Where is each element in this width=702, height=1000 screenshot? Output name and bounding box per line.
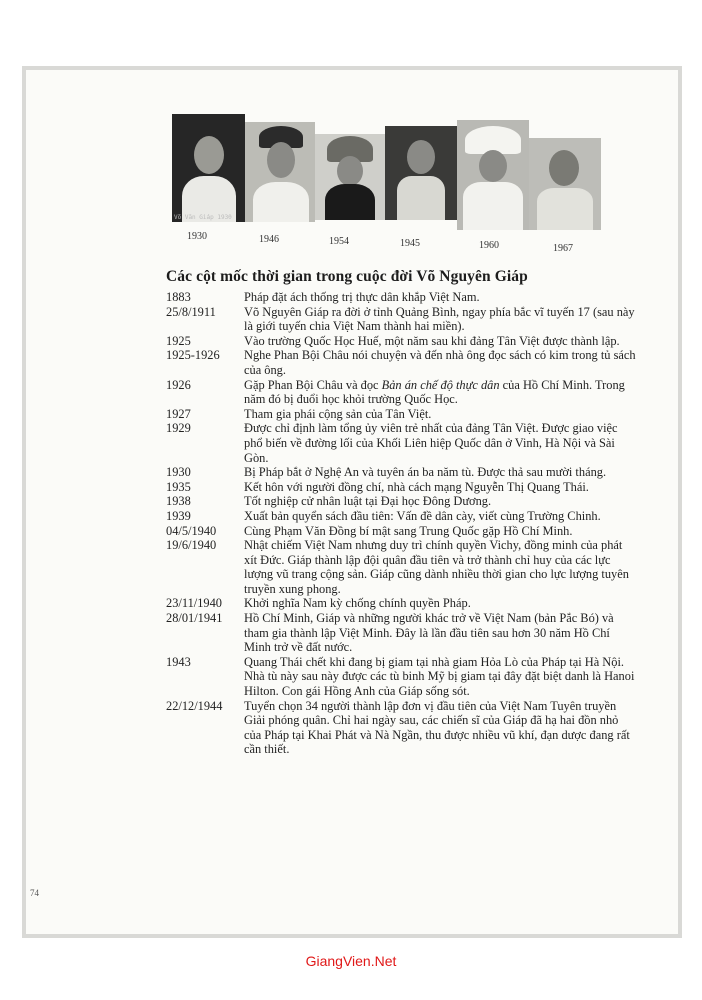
- entry-text: Bị Pháp bắt ở Nghệ An và tuyên án ba năm tù. Được thả sau mười tháng.: [244, 465, 607, 480]
- entry-date: 23/11/1940: [166, 596, 222, 611]
- entry-text: Tốt nghiệp cử nhân luật tại Đại học Đông Dương.: [244, 494, 492, 509]
- entry-date: 1883: [166, 290, 191, 304]
- entry-date: 1927: [166, 406, 191, 421]
- book-page: [26, 70, 678, 934]
- timeline-entry: [166, 465, 636, 480]
- portrait-photo-1945: [385, 126, 457, 220]
- entry-date: 04/5/1940: [166, 523, 217, 538]
- timeline-entry: [166, 509, 636, 524]
- timeline-entry: [166, 421, 636, 465]
- timeline-entry: [166, 334, 636, 349]
- timeline-entry: [166, 524, 636, 539]
- entry-date: 1929: [166, 421, 191, 436]
- entry-text: Vào trường Quốc Học Huế, một năm sau khi đảng Tân Việt được thành lập.: [244, 333, 620, 348]
- entry-text: Võ Nguyên Giáp ra đời ở tỉnh Quảng Bình, ngay phía bắc vĩ tuyến 17 (sau này là giới tuyến chia Việt Nam thành hai miền).: [244, 304, 635, 334]
- timeline-list: [166, 290, 636, 757]
- portrait-photo-1946: [245, 122, 315, 222]
- photo-year: 1930: [187, 231, 207, 242]
- page-title: Các cột mốc thời gian trong cuộc đời Võ Nguyên Giáp: [166, 268, 528, 285]
- photo-stamp: Võ Văn Giáp 1930: [174, 214, 232, 221]
- timeline-entry: [166, 407, 636, 422]
- entry-date: 22/12/1944: [166, 698, 223, 713]
- timeline-entry: [166, 348, 636, 377]
- entry-date: 1943: [166, 654, 191, 669]
- timeline-entry: [166, 596, 636, 611]
- photo-year: 1954: [329, 236, 349, 247]
- entry-date: 25/8/1911: [166, 304, 216, 319]
- timeline-entry: [166, 378, 636, 407]
- entry-text: Tuyển chọn 34 người thành lập đơn vị đầu tiên của Việt Nam Tuyên truyền Giải phóng quân. Chỉ hai ngày sau, các chiến sĩ của Giáp đã hạ hai đồn nhỏ của Pháp tại Khai Phát và Nà Ngần, thu được nhiều vũ khí, đạn dược đang rất cần thiết.: [244, 698, 630, 757]
- timeline-entry: [166, 699, 636, 757]
- photo-year: 1946: [259, 234, 279, 245]
- entry-text: Khởi nghĩa Nam kỳ chống chính quyền Pháp.: [244, 596, 471, 611]
- entry-date: 1925: [166, 333, 191, 348]
- entry-text: Kết hôn với người đồng chí, nhà cách mạng Nguyễn Thị Quang Thái.: [244, 479, 589, 494]
- entry-date: 1939: [166, 508, 191, 523]
- portrait-photo-1967: [529, 138, 601, 230]
- portrait-photo-1960: [457, 120, 529, 230]
- timeline-entry: [166, 655, 636, 699]
- entry-text: Được chỉ định làm tổng ủy viên trẻ nhất của đảng Tân Việt. Được giao việc phổ biến về đường lối của Khối Liên hiệp Quốc dân ở Vinh, Hà Nội và Sài Gòn.: [244, 421, 618, 465]
- entry-text: Nhật chiếm Việt Nam nhưng duy trì chính quyền Vichy, đồng minh của phát xít Đức. Giáp thành lập đội quân đầu tiên và trở thành chỉ huy của các lực lượng vũ trang cộng sản. Giáp cũng dành nhiều thời gian cho lực lượng tuyên truyền xung phong.: [244, 538, 629, 596]
- page-number: 74: [30, 888, 39, 898]
- entry-text-part: của Hồ Chí Minh. Trong năm đó bị đuổi học khỏi trường Quốc Học.: [244, 377, 625, 407]
- portrait-photo-1930: [172, 114, 245, 222]
- timeline-entry: [166, 480, 636, 495]
- portrait-photo-1954: [315, 134, 385, 220]
- entry-date: 1938: [166, 494, 191, 509]
- entry-text-part: Gặp Phan Bội Châu và đọc: [244, 377, 382, 392]
- photo-year: 1960: [479, 240, 499, 251]
- photo-year: 1967: [553, 243, 573, 254]
- entry-date: 28/01/1941: [166, 611, 223, 626]
- footer-watermark[interactable]: GiangVien.Net: [305, 953, 397, 969]
- entry-date: 1925-1926: [166, 348, 220, 363]
- entry-text: [244, 378, 636, 407]
- entry-text: Tham gia phái cộng sản của Tân Việt.: [244, 406, 432, 421]
- entry-text: Nghe Phan Bội Châu nói chuyện và đến nhà ông đọc sách có kim trong tủ sách của ông.: [244, 348, 636, 377]
- photo-year: 1945: [400, 238, 420, 249]
- book-title-italic: Bản án chế độ thực dân: [381, 377, 500, 392]
- entry-date: 1935: [166, 479, 191, 494]
- timeline-entry: [166, 611, 636, 655]
- entry-date: 1926: [166, 377, 191, 392]
- entry-text: Pháp đặt ách thống trị thực dân khắp Việt Nam.: [244, 290, 480, 304]
- entry-text: Xuất bản quyển sách đầu tiên: Vấn đề dân cày, viết cùng Trường Chinh.: [244, 508, 601, 523]
- timeline-entry: [166, 494, 636, 509]
- photo-strip: [172, 114, 658, 234]
- entry-text: Hồ Chí Minh, Giáp và những người khác trở về Việt Nam (bản Pắc Bó) và tham gia thành lập Việt Minh. Đây là lần đầu tiên sau hơn 30 năm Hồ Chí Minh trở về đất nước.: [244, 611, 614, 655]
- entry-text: Quang Thái chết khi đang bị giam tại nhà giam Hỏa Lò của Pháp tại Hà Nội. Nhà tù này sau này được các tù binh Mỹ bị giam tại đây đặt biệt danh là Hanoi Hilton. Con gái Hồng Anh của Giáp sống sót.: [244, 654, 635, 699]
- timeline-entry: [166, 290, 636, 305]
- timeline-entry: [166, 305, 636, 334]
- entry-date: 19/6/1940: [166, 538, 217, 553]
- entry-date: 1930: [166, 465, 191, 480]
- entry-text: Cùng Phạm Văn Đồng bí mật sang Trung Quốc gặp Hồ Chí Minh.: [244, 523, 573, 538]
- timeline-entry: [166, 538, 636, 596]
